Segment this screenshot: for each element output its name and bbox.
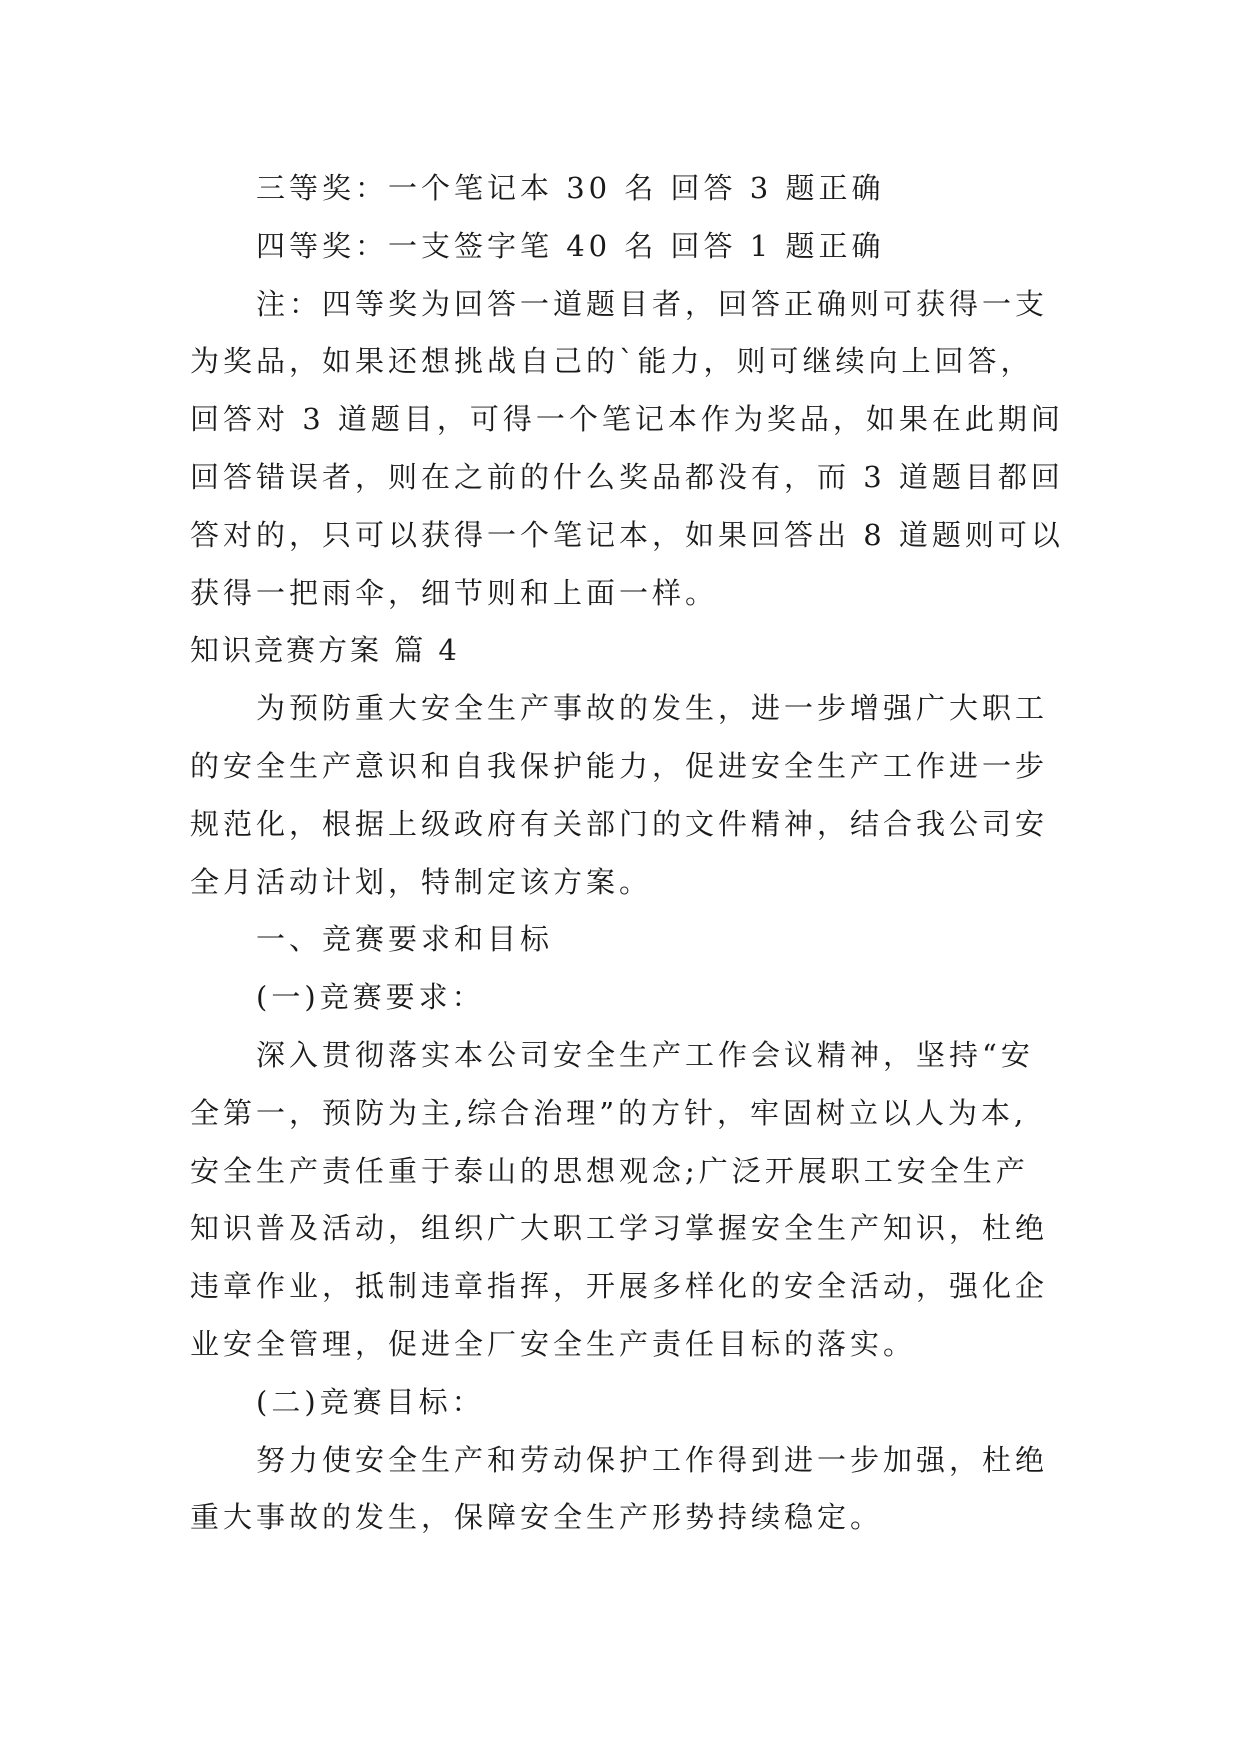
goals-paragraph-line: 重大事故的发生，保障安全生产形势持续稳定。: [190, 1500, 884, 1535]
subsection-heading: (一)竞赛要求：: [256, 980, 485, 1015]
intro-paragraph-line: 全月活动计划，特制定该方案。: [190, 864, 653, 899]
requirements-paragraph-line: 知识普及活动，组织广大职工学习掌握安全生产知识，杜绝: [190, 1211, 1049, 1246]
note-paragraph-line: 回答错误者，则在之前的什么奖品都没有，而 3 道题目都回: [190, 459, 1064, 494]
requirements-paragraph-line: 违章作业，抵制违章指挥，开展多样化的安全活动，强化企: [190, 1269, 1049, 1304]
section-heading: 知识竞赛方案 篇 4: [190, 633, 460, 668]
prize-fourth-line: 四等奖：一支签字笔 40 名 回答 1 题正确: [256, 228, 885, 263]
intro-paragraph-line: 规范化，根据上级政府有关部门的文件精神，结合我公司安: [190, 806, 1049, 841]
subsection-heading: (二)竞赛目标：: [256, 1384, 485, 1419]
intro-paragraph-line: 的安全生产意识和自我保护能力，促进安全生产工作进一步: [190, 748, 1049, 783]
subsection-heading: 一、竞赛要求和目标: [256, 922, 554, 957]
requirements-paragraph-line: 业安全管理，促进全厂安全生产责任目标的落实。: [190, 1326, 917, 1361]
note-paragraph-line: 回答对 3 道题目，可得一个笔记本作为奖品，如果在此期间: [190, 402, 1064, 437]
note-paragraph-line: 注：四等奖为回答一道题目者，回答正确则可获得一支: [256, 286, 1049, 321]
note-paragraph-line: 答对的，只可以获得一个笔记本，如果回答出 8 道题则可以: [190, 517, 1064, 552]
requirements-paragraph-line: 深入贯彻落实本公司安全生产工作会议精神，坚持“安: [256, 1037, 1034, 1072]
note-paragraph-line: 为奖品，如果还想挑战自己的`能力，则可继续向上回答，: [190, 344, 1034, 379]
document-body: [190, 160, 1070, 1547]
intro-paragraph-line: 为预防重大安全生产事故的发生，进一步增强广大职工: [256, 691, 1049, 726]
requirements-paragraph-line: 安全生产责任重于泰山的思想观念;广泛开展职工安全生产: [190, 1153, 1029, 1188]
note-paragraph-line: 获得一把雨伞，细节则和上面一样。: [190, 575, 719, 610]
requirements-paragraph-line: 全第一，预防为主,综合治理”的方针，牢固树立以人为本,: [190, 1095, 1028, 1130]
goals-paragraph-line: 努力使安全生产和劳动保护工作得到进一步加强，杜绝: [256, 1442, 1049, 1477]
prize-third-line: 三等奖：一个笔记本 30 名 回答 3 题正确: [256, 171, 885, 205]
